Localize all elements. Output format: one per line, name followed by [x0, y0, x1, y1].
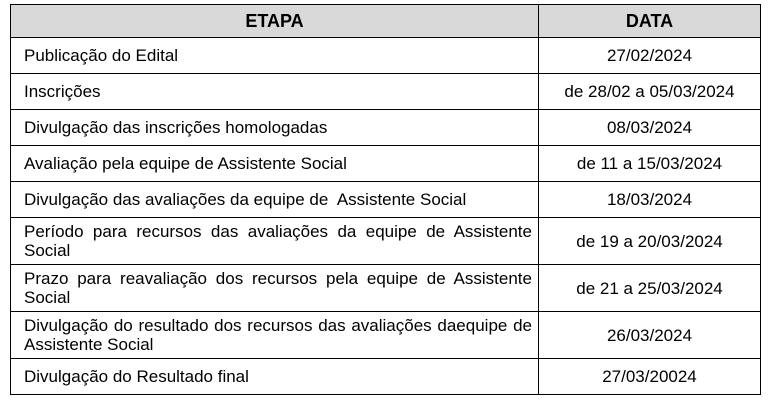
table-row [11, 312, 761, 359]
data-cell: 08/03/2024 [539, 110, 761, 146]
data-cell: de 11 a 15/03/2024 [539, 146, 761, 182]
etapa-cell: Prazo para reavaliação dos recursos pela equipe de Assistente Social [11, 265, 539, 312]
etapa-cell: Inscrições [11, 74, 539, 110]
table-row [11, 359, 761, 395]
data-cell: de 21 a 25/03/2024 [539, 265, 761, 312]
etapa-cell: Divulgação das avaliações da equipe de Assistente Social [11, 182, 539, 218]
data-cell: 18/03/2024 [539, 182, 761, 218]
etapa-cell: Divulgação do Resultado final [11, 359, 539, 395]
data-cell: 27/02/2024 [539, 38, 761, 74]
table-row [11, 182, 761, 218]
etapa-cell: Período para recursos das avaliações da equipe de Assistente Social [11, 218, 539, 265]
table-row [11, 38, 761, 74]
etapa-cell: Avaliação pela equipe de Assistente Social [11, 146, 539, 182]
header-data: DATA [539, 5, 761, 38]
table-row [11, 146, 761, 182]
data-cell: de 19 a 20/03/2024 [539, 218, 761, 265]
etapa-cell: Divulgação do resultado dos recursos das avaliações daequipe de Assistente Social [11, 312, 539, 359]
etapa-cell: Publicação do Edital [11, 38, 539, 74]
header-etapa: ETAPA [11, 5, 539, 38]
table-row [11, 110, 761, 146]
data-cell: 26/03/2024 [539, 312, 761, 359]
data-cell: 27/03/20024 [539, 359, 761, 395]
table-row [11, 74, 761, 110]
table-row [11, 218, 761, 265]
etapa-cell: Divulgação das inscrições homologadas [11, 110, 539, 146]
table-row [11, 265, 761, 312]
data-cell: de 28/02 a 05/03/2024 [539, 74, 761, 110]
schedule-table [10, 4, 761, 395]
table-header-row [11, 5, 761, 38]
